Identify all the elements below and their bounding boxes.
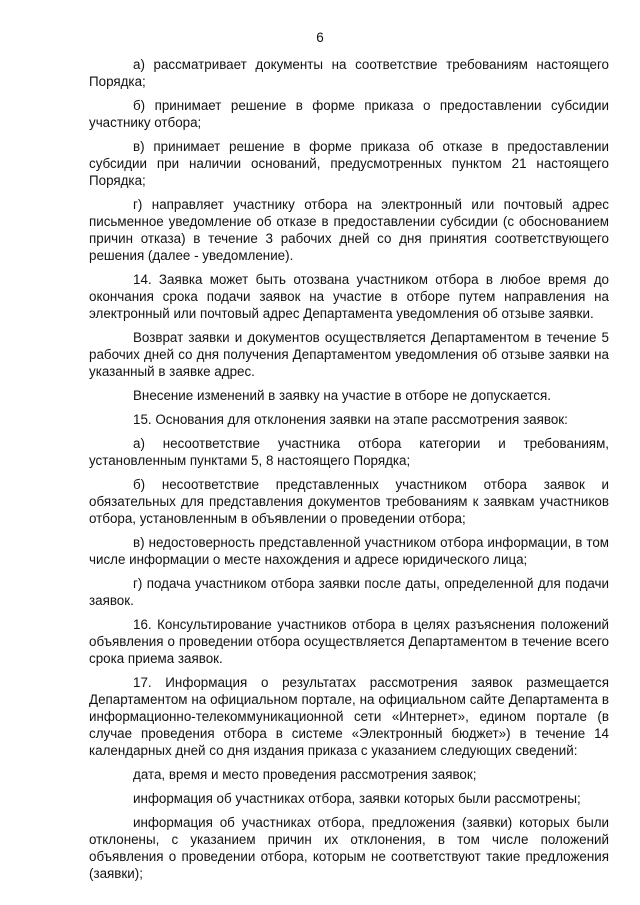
document-body <box>89 56 609 889</box>
paragraph-17-item-2: информация об участниках отбора, заявки которых были рассмотрены; <box>133 791 581 806</box>
paragraph-15b: б) несоответствие представленных участником отбора заявок и обязательных для представления документов требованиям к заявкам участников отбора, установленным в объявлении о проведении отбора; <box>89 477 609 526</box>
paragraph-15g: г) подача участником отбора заявки после даты, определенной для подачи заявок. <box>89 576 609 608</box>
paragraph-13b: б) принимает решение в форме приказа о предоставлении субсидии участнику отбора; <box>89 98 609 130</box>
page-number: 6 <box>316 30 324 45</box>
paragraph-13g: г) направляет участнику отбора на электронный или почтовый адрес письменное уведомление об отказе в предоставлении субсидии (с обоснованием причин отказа) в течение 3 рабочих дней со дня принятия соответствующего решения (далее - уведомление). <box>89 197 609 263</box>
paragraph-14: 14. Заявка может быть отозвана участником отбора в любое время до окончания срока подачи заявок на участие в отборе путем направления на электронный или почтовый адрес Департамента уведомления об отзыве заявки. <box>89 272 609 321</box>
paragraph-15: 15. Основания для отклонения заявки на этапе рассмотрения заявок: <box>133 412 568 427</box>
paragraph-16: 16. Консультирование участников отбора в целях разъяснения положений объявления о проведении отбора осуществляется Департаментом в течение всего срока приема заявок. <box>89 617 609 666</box>
paragraph-17: 17. Информация о результатах рассмотрения заявок размещается Департаментом на официальном портале, на официальном сайте Департамента в информационно-телекоммуникационной сети «Интернет», едином портале (в случае проведения отбора в системе «Электронный бюджет») в течение 14 календарных дней со дня издания приказа с указанием следующих сведений: <box>89 675 609 758</box>
paragraph-17-item-3: информация об участниках отбора, предложения (заявки) которых были отклонены, с указанием причин их отклонения, в том числе положений объявления о проведении отбора, которым не соответствуют такие предложения (заявки); <box>89 815 609 881</box>
paragraph-14-changes: Внесение изменений в заявку на участие в отборе не допускается. <box>133 388 551 403</box>
paragraph-13v: в) принимает решение в форме приказа об отказе в предоставлении субсидии при наличии оснований, предусмотренных пунктом 21 настоящего Порядка; <box>89 139 609 188</box>
paragraph-14-return: Возврат заявки и документов осуществляется Департаментом в течение 5 рабочих дней со дня получения Департаментом уведомления об отзыве заявки на указанный в заявке адрес. <box>89 330 609 379</box>
paragraph-17-item-1: дата, время и место проведения рассмотрения заявок; <box>133 767 477 782</box>
paragraph-13a: а) рассматривает документы на соответствие требованиям настоящего Порядка; <box>89 57 609 89</box>
paragraph-15a: а) несоответствие участника отбора категории и требованиям, установленным пунктами 5, 8 настоящего Порядка; <box>89 436 609 468</box>
paragraph-15v: в) недостоверность представленной участником отбора информации, в том числе информации о месте нахождения и адресе юридического лица; <box>89 535 609 567</box>
